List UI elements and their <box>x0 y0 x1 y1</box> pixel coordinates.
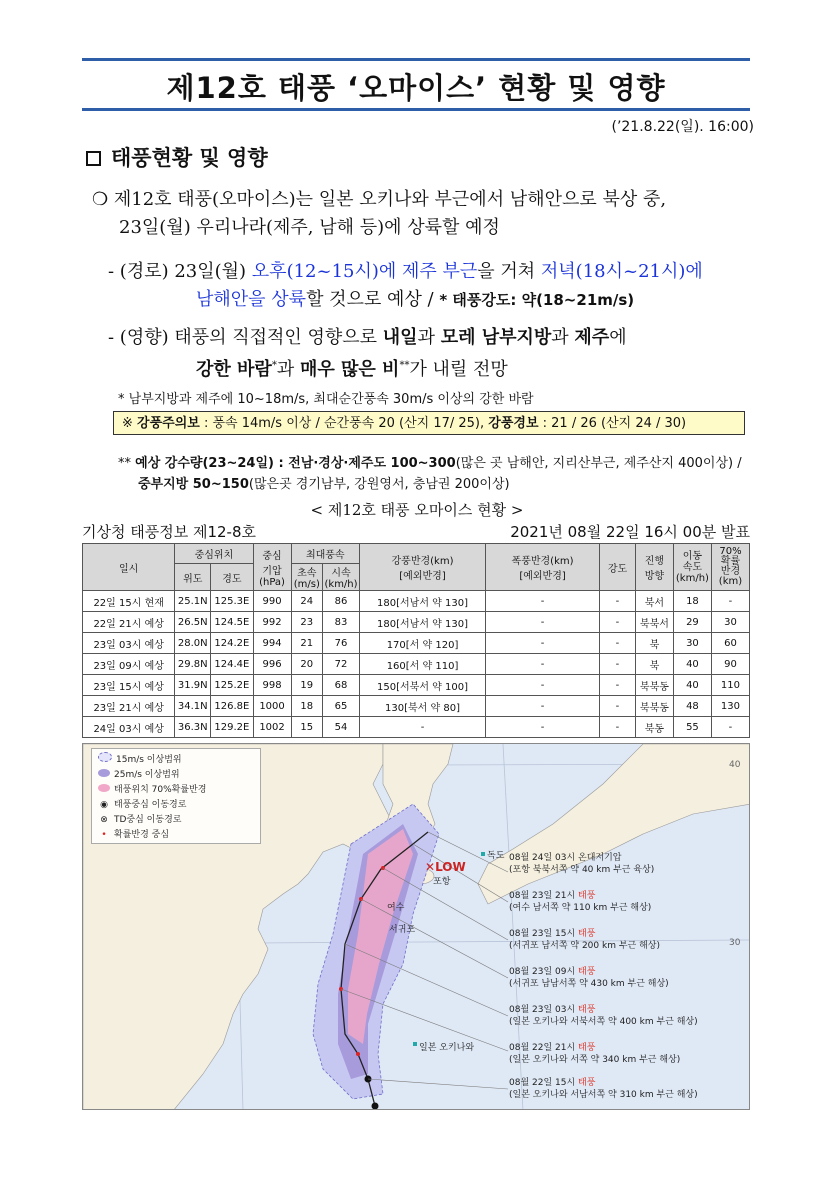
col-kmh: 시속 (km/h) <box>323 564 360 591</box>
table-cell: 130[북서 약 80] <box>360 696 486 717</box>
okinawa-marker <box>413 1042 417 1046</box>
table-cell: 60 <box>711 633 749 654</box>
annotation-head <box>509 1004 698 1016</box>
wind-note: * 남부지방과 제주에 10~18m/s, 최대순간풍속 30m/s 이상의 강한 바람 <box>118 392 534 407</box>
advisory-text: : 풍속 14m/s 이상 / 순간풍속 20 (산지 17/ 25), <box>199 416 489 431</box>
summary-line-1 <box>92 185 772 215</box>
impact-label: - (영향) 태풍의 직접적인 영향으로 <box>108 327 383 348</box>
annotation-head <box>509 966 669 978</box>
table-cell: 29.8N <box>175 654 211 675</box>
table-cell: 24일 03시 예상 <box>83 717 175 738</box>
col-wind: 최대풍속 <box>291 544 359 564</box>
annotation-head <box>509 1077 698 1089</box>
table-cell: 19 <box>291 675 323 696</box>
impact-text: 에 <box>609 327 627 348</box>
lat-label-40: 40 <box>729 760 741 770</box>
track-annotation <box>509 890 651 914</box>
impact-jeju: 제주 <box>574 327 610 348</box>
table-cell: - <box>600 633 636 654</box>
impact-text: 과 <box>417 327 441 348</box>
typhoon-strength: * 태풍강도: 약(18~21m/s) <box>439 291 635 309</box>
table-cell: 15 <box>291 717 323 738</box>
annotation-tag: 태풍 <box>578 967 596 977</box>
lat-label-30: 30 <box>729 938 741 948</box>
table-row <box>83 675 750 696</box>
impact-text: 과 <box>276 359 300 380</box>
table-cell: 990 <box>253 591 291 612</box>
low-text: LOW <box>435 860 466 874</box>
annotation-time: 08월 22일 21시 <box>509 1043 579 1053</box>
table-cell: 130 <box>711 696 749 717</box>
table-cell: 150[서북서 약 100] <box>360 675 486 696</box>
typhoon-info-table <box>82 543 750 738</box>
annotation-tag: 태풍 <box>578 1005 596 1015</box>
annotation-time: 08월 23일 03시 <box>509 1005 579 1015</box>
impact-text: 과 <box>551 327 575 348</box>
table-cell: 76 <box>323 633 360 654</box>
legend-prob-center <box>98 827 169 840</box>
table-cell: 북 <box>635 654 673 675</box>
table-cell: - <box>711 717 749 738</box>
table-cell: 23일 03시 예상 <box>83 633 175 654</box>
table-cell: 125.2E <box>211 675 253 696</box>
table-cell: - <box>486 696 600 717</box>
table-cell: 40 <box>673 675 711 696</box>
table-cell: 34.1N <box>175 696 211 717</box>
rain-text: (많은 곳 남해안, 지리산부근, 제주산지 400이상) / <box>455 456 742 471</box>
table-row <box>83 654 750 675</box>
col-storm-radius: 폭풍반경(km) [예외반경] <box>486 544 600 591</box>
table-cell: 23일 21시 예상 <box>83 696 175 717</box>
annotation-location: (일본 오키나와 서쪽 약 340 km 부근 해상) <box>509 1055 681 1065</box>
table-cell: 북 <box>635 633 673 654</box>
table-cell: 125.3E <box>211 591 253 612</box>
table-cell: 31.9N <box>175 675 211 696</box>
table-cell: 24 <box>291 591 323 612</box>
table-cell: 북북동 <box>635 696 673 717</box>
table-cell: - <box>486 654 600 675</box>
footnote-mark: * <box>271 360 277 371</box>
route-line-2 <box>196 285 756 315</box>
annotation-location: (포항 북북서쪽 약 40 km 부근 육상) <box>509 865 655 875</box>
checkbox-icon <box>86 151 101 166</box>
annotation-location: (서귀포 남서쪽 약 200 km 부근 해상) <box>509 941 660 951</box>
table-cell: 180[서남서 약 130] <box>360 591 486 612</box>
impact-line-2 <box>196 351 756 385</box>
table-cell: - <box>486 612 600 633</box>
wind-warning-box <box>113 411 745 435</box>
table-cell: 86 <box>323 591 360 612</box>
advisory-label: 강풍주의보 <box>137 416 200 431</box>
bulletin-time: 2021년 08월 22일 16시 00분 발표 <box>510 523 750 541</box>
map-legend <box>91 748 261 844</box>
table-cell: - <box>360 717 486 738</box>
table-cell: 20 <box>291 654 323 675</box>
table-cell: - <box>486 633 600 654</box>
legend-label: 태풍중심 이동경로 <box>114 800 187 810</box>
note-mark: ※ <box>122 416 138 431</box>
table-cell: - <box>600 654 636 675</box>
track-annotation <box>509 1077 698 1101</box>
table-cell: - <box>486 591 600 612</box>
annotation-tag: 태풍 <box>578 891 596 901</box>
table-cell: 29 <box>673 612 711 633</box>
annotation-tag: 태풍 <box>578 1043 596 1053</box>
annotation-time: 08월 24일 03시 온대저기압 <box>509 853 622 863</box>
summary-line-2: 23일(월) 우리나라(제주, 남해 등)에 상륙할 예정 <box>119 217 500 238</box>
route-text-2: 할 것으로 예상 / <box>306 289 440 310</box>
track-annotation <box>509 852 654 876</box>
annotation-location: (일본 오키나와 서북서쪽 약 400 km 부근 해상) <box>509 1017 698 1027</box>
col-strength: 강도 <box>600 544 636 591</box>
annotation-location: (서귀포 남남서쪽 약 430 km 부근 해상) <box>509 979 669 989</box>
table-cell: 110 <box>711 675 749 696</box>
annotation-tag: 태풍 <box>578 929 596 939</box>
forecast-track-map <box>82 743 750 1110</box>
warning-text: : 21 / 26 (산지 24 / 30) <box>538 416 687 431</box>
rain-line-2 <box>118 474 758 495</box>
route-evening: 저녁(18시~21시)에 <box>540 261 703 282</box>
table-cell: 22일 21시 예상 <box>83 612 175 633</box>
table-cell: 65 <box>323 696 360 717</box>
table-cell: 55 <box>673 717 711 738</box>
col-speed: 이동 속도 (km/h) <box>673 544 711 591</box>
impact-south: 모레 남부지방 <box>440 327 552 348</box>
impact-wind: 강한 바람 <box>196 359 272 380</box>
table-cell: 124.5E <box>211 612 253 633</box>
bulletin-number: 기상청 태풍정보 제12-8호 <box>82 523 256 541</box>
rain-text-central: (많은곳 경기남부, 강원영서, 충남권 200이상) <box>248 477 510 492</box>
table-cell: 1000 <box>253 696 291 717</box>
annotation-head <box>509 928 660 940</box>
table-cell: 170[서 약 120] <box>360 633 486 654</box>
table-row <box>83 591 750 612</box>
table-cell: 994 <box>253 633 291 654</box>
place-seogwipo: 서귀포 <box>389 925 416 935</box>
footnote-mark: ** <box>399 360 410 371</box>
annotation-time: 08월 22일 15시 <box>509 1078 579 1088</box>
table-cell: 996 <box>253 654 291 675</box>
table-cell: 90 <box>711 654 749 675</box>
legend-label: TD중심 이동경로 <box>114 815 182 825</box>
table-cell: 북서 <box>635 591 673 612</box>
top-rule <box>82 58 750 61</box>
col-center: 중심위치 <box>175 544 253 564</box>
annotation-head <box>509 852 654 864</box>
route-jeju: 오후(12~15시)에 제주 부근 <box>251 261 478 282</box>
annotation-head <box>509 890 651 902</box>
legend-25 <box>98 767 180 780</box>
table-cell: 992 <box>253 612 291 633</box>
td-icon: ⊗ <box>100 815 108 825</box>
table-cell: 북동 <box>635 717 673 738</box>
table-cell: - <box>600 675 636 696</box>
table-cell: 26.5N <box>175 612 211 633</box>
legend-15 <box>98 752 182 765</box>
track-annotation <box>509 1042 680 1066</box>
col-ms: 초속 (m/s) <box>291 564 323 591</box>
route-text: 을 거쳐 <box>477 261 541 282</box>
dokdo-marker <box>481 852 485 856</box>
col-gale-radius: 강풍반경(km) [예외반경] <box>360 544 486 591</box>
table-cell: 160[서 약 110] <box>360 654 486 675</box>
low-label: ✕LOW <box>425 860 466 874</box>
col-time: 일시 <box>83 544 175 591</box>
table-cell: 28.0N <box>175 633 211 654</box>
table-row <box>83 696 750 717</box>
col-lat: 위도 <box>175 564 211 591</box>
rain-line-1 <box>118 453 758 474</box>
impact-text: 가 내릴 전망 <box>409 359 508 380</box>
annotation-time: 08월 23일 21시 <box>509 891 579 901</box>
section-title: 태풍현황 및 영향 <box>111 146 268 170</box>
typhoon-icon: ◉ <box>100 800 108 810</box>
legend-td <box>98 812 181 825</box>
table-cell: 1002 <box>253 717 291 738</box>
table-cell: - <box>600 696 636 717</box>
annotation-location: (일본 오키나와 서남서쪽 약 310 km 부근 해상) <box>509 1090 698 1100</box>
route-landfall: 남해안을 상륙 <box>196 289 307 310</box>
rain-label-central: 중부지방 50~150 <box>138 477 249 492</box>
summary-text-1: 제12호 태풍(오마이스)는 일본 오키나와 부근에서 남해안으로 북상 중, <box>113 189 667 210</box>
legend-prob <box>98 782 206 795</box>
table-cell: - <box>600 717 636 738</box>
place-pohang: 포항 <box>433 877 451 887</box>
dot-icon: • <box>101 830 107 840</box>
table-cell: 40 <box>673 654 711 675</box>
table-cell: 54 <box>323 717 360 738</box>
place-okinawa: 일본 오키나와 <box>419 1043 475 1053</box>
track-annotation <box>509 966 669 990</box>
table-cell: 72 <box>323 654 360 675</box>
table-cell: 21 <box>291 633 323 654</box>
route-line-1 <box>108 257 768 287</box>
note-mark: ** <box>118 456 136 471</box>
legend-label: 태풍위치 70%확률반경 <box>114 785 207 795</box>
table-cell: - <box>600 612 636 633</box>
page-title: 제12호 태풍 ‘오마이스’ 현황 및 영향 <box>166 71 666 105</box>
bullet-icon: ❍ <box>92 189 109 210</box>
annotation-time: 08월 23일 09시 <box>509 967 579 977</box>
table-cell: 124.4E <box>211 654 253 675</box>
table-cell: 124.2E <box>211 633 253 654</box>
impact-tomorrow: 내일 <box>382 327 418 348</box>
table-cell: 22일 15시 현재 <box>83 591 175 612</box>
figure-caption: < 제12호 태풍 오마이스 현황 > <box>310 501 524 519</box>
table-cell: 36.3N <box>175 717 211 738</box>
rain-label: 예상 강수량(23~24일) : 전남·경상·제주도 100~300 <box>135 456 456 471</box>
section-heading <box>86 142 268 172</box>
table-cell: 129.2E <box>211 717 253 738</box>
table-cell: - <box>600 591 636 612</box>
table-cell: 북북동 <box>635 675 673 696</box>
impact-line-1 <box>108 323 768 353</box>
table-cell: 23일 09시 예상 <box>83 654 175 675</box>
table-cell: 998 <box>253 675 291 696</box>
legend-label: 25m/s 이상범위 <box>114 770 180 780</box>
track-annotation <box>509 928 660 952</box>
table-body <box>83 591 750 738</box>
table-cell: 25.1N <box>175 591 211 612</box>
legend-label: 15m/s 이상범위 <box>116 755 182 765</box>
place-yeosu: 여수 <box>387 903 405 913</box>
table-cell: 68 <box>323 675 360 696</box>
col-pressure: 중심 기압 (hPa) <box>253 544 291 591</box>
title-rule <box>82 108 750 111</box>
table-cell: - <box>486 717 600 738</box>
track-annotation <box>509 1004 698 1028</box>
table-cell: 북북서 <box>635 612 673 633</box>
place-dokdo: 독도 <box>487 851 505 861</box>
table-cell: 48 <box>673 696 711 717</box>
legend-track <box>98 797 186 810</box>
table-cell: 126.8E <box>211 696 253 717</box>
route-label: - (경로) 23일(월) <box>108 261 252 282</box>
col-prob-radius: 70% 확률 반경 (km) <box>711 544 749 591</box>
table-cell: 23 <box>291 612 323 633</box>
table-cell: 83 <box>323 612 360 633</box>
rain-note <box>118 453 758 495</box>
impact-rain: 매우 많은 비 <box>299 359 400 380</box>
legend-label: 확률반경 중심 <box>114 830 170 840</box>
annotation-location: (여수 남서쪽 약 110 km 부근 해상) <box>509 903 652 913</box>
annotation-tag: 태풍 <box>578 1078 596 1088</box>
table-cell: - <box>711 591 749 612</box>
japan-landmass <box>478 744 750 904</box>
table-cell: 18 <box>291 696 323 717</box>
table-cell: - <box>486 675 600 696</box>
table-cell: 30 <box>673 633 711 654</box>
table-row <box>83 633 750 654</box>
report-date: (’21.8.22(일). 16:00) <box>611 119 754 135</box>
table-row <box>83 717 750 738</box>
annotation-head <box>509 1042 680 1054</box>
col-lon: 경도 <box>211 564 253 591</box>
col-direction: 진행 방향 <box>635 544 673 591</box>
table-header <box>82 521 750 542</box>
warning-label: 강풍경보 <box>488 416 539 431</box>
annotation-time: 08월 23일 15시 <box>509 929 579 939</box>
table-row <box>83 612 750 633</box>
table-cell: 23일 15시 예상 <box>83 675 175 696</box>
table-cell: 180[서남서 약 130] <box>360 612 486 633</box>
table-cell: 30 <box>711 612 749 633</box>
table-cell: 18 <box>673 591 711 612</box>
